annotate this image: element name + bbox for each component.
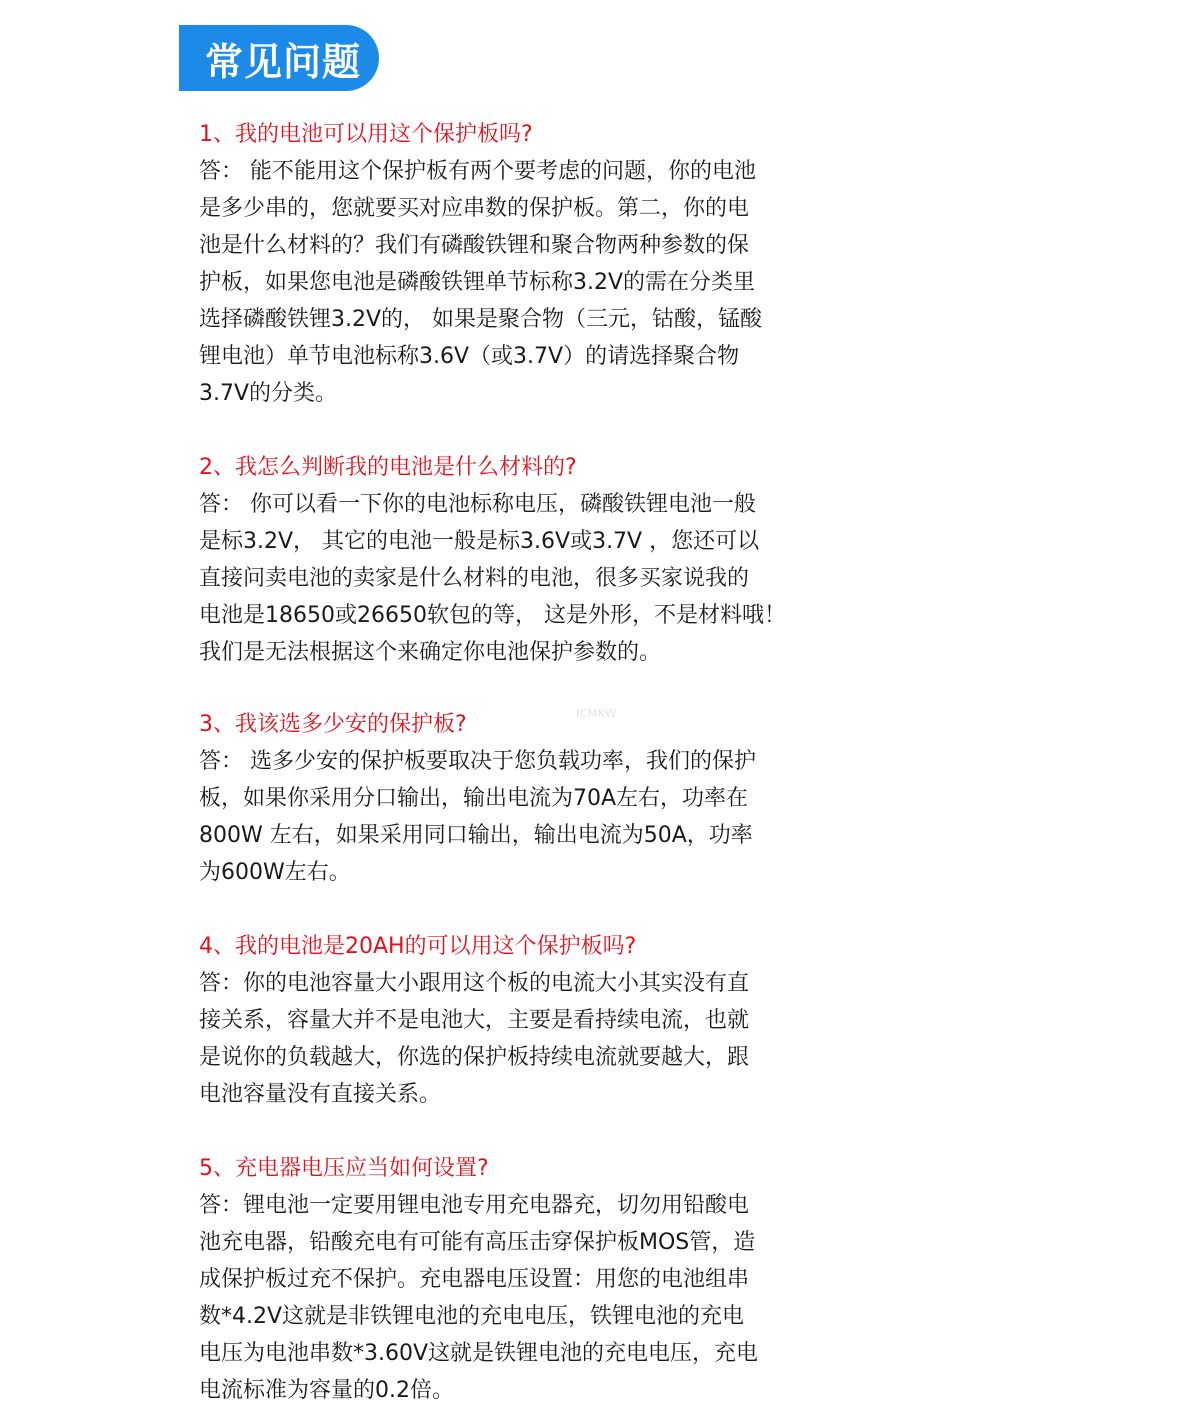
faq-answer-line: 选择磷酸铁锂3.2V的， 如果是聚合物（三元，钴酸，锰酸 xyxy=(199,307,763,332)
faq-answer-line: 接关系，容量大并不是电池大，主要是看持续电流，也就 xyxy=(199,1008,750,1033)
faq-answer-line: 成保护板过充不保护。充电器电压设置：用您的电池组串 xyxy=(199,1267,750,1292)
faq-answer-line: 为600W左右。 xyxy=(199,860,351,885)
faq-answer-line: 电流标准为容量的0.2倍。 xyxy=(199,1378,454,1403)
faq-item-4 xyxy=(199,928,829,1113)
faq-question-4: 4、我的电池是20AH的可以用这个保护板吗? xyxy=(199,934,637,959)
faq-question-1: 1、我的电池可以用这个保护板吗? xyxy=(199,122,533,147)
faq-answer-line: 电池是18650或26650软包的等， 这是外形，不是材料哦！ xyxy=(199,603,786,628)
faq-answer-line: 数*4.2V这就是非铁锂电池的充电电压，铁锂电池的充电 xyxy=(199,1304,745,1329)
faq-answer-line: 答： 能不能用这个保护板有两个要考虑的问题，你的电池 xyxy=(199,159,756,184)
faq-item-2 xyxy=(199,449,829,671)
watermark-text: ICMKW xyxy=(576,707,617,720)
faq-answer-5 xyxy=(199,1187,829,1409)
faq-answer-2 xyxy=(199,486,829,671)
faq-header-tab xyxy=(179,25,379,91)
faq-answer-3 xyxy=(199,743,829,891)
faq-answer-line: 电压为电池串数*3.60V这就是铁锂电池的充电电压，充电 xyxy=(199,1341,759,1366)
faq-question-2: 2、我怎么判断我的电池是什么材料的? xyxy=(199,455,577,480)
faq-answer-line: 板，如果你采用分口输出，输出电流为70A左右，功率在 xyxy=(199,786,749,811)
faq-answer-line: 池充电器，铅酸充电有可能有高压击穿保护板MOS管，造 xyxy=(199,1230,756,1255)
faq-answer-line: 我们是无法根据这个来确定你电池保护参数的。 xyxy=(199,640,662,665)
faq-answer-line: 3.7V的分类。 xyxy=(199,381,338,406)
faq-answer-line: 电池容量没有直接关系。 xyxy=(199,1082,442,1107)
faq-answer-line: 是说你的负载越大，你选的保护板持续电流就要越大，跟 xyxy=(199,1045,750,1070)
faq-answer-line: 答：锂电池一定要用锂电池专用充电器充，切勿用铅酸电 xyxy=(199,1193,750,1218)
faq-answer-line: 锂电池）单节电池标称3.6V（或3.7V）的请选择聚合物 xyxy=(199,344,740,369)
faq-question-3: 3、我该选多少安的保护板? xyxy=(199,712,467,737)
faq-item-1 xyxy=(199,116,829,412)
page-title: 常见问题 xyxy=(205,39,362,84)
faq-question-5: 5、充电器电压应当如何设置? xyxy=(199,1156,489,1181)
faq-answer-line: 答： 你可以看一下你的电池标称电压，磷酸铁锂电池一般 xyxy=(199,492,756,517)
faq-answer-line: 答：你的电池容量大小跟用这个板的电流大小其实没有直 xyxy=(199,971,750,996)
faq-answer-line: 是多少串的，您就要买对应串数的保护板。第二，你的电 xyxy=(199,196,750,221)
faq-answer-line: 池是什么材料的？我们有磷酸铁锂和聚合物两种参数的保 xyxy=(199,233,750,258)
faq-answer-1 xyxy=(199,153,829,412)
faq-answer-line: 答： 选多少安的保护板要取决于您负载功率，我们的保护 xyxy=(199,749,756,774)
faq-answer-line: 800W 左右，如果采用同口输出，输出电流为50A，功率 xyxy=(199,823,753,848)
faq-item-3 xyxy=(199,706,829,891)
faq-answer-line: 直接问卖电池的卖家是什么材料的电池，很多买家说我的 xyxy=(199,566,750,591)
faq-answer-line: 是标3.2V， 其它的电池一般是标3.6V或3.7V ，您还可以 xyxy=(199,529,760,554)
faq-answer-4 xyxy=(199,965,829,1113)
faq-item-5 xyxy=(199,1150,829,1409)
faq-answer-line: 护板，如果您电池是磷酸铁锂单节标称3.2V的需在分类里 xyxy=(199,270,756,295)
